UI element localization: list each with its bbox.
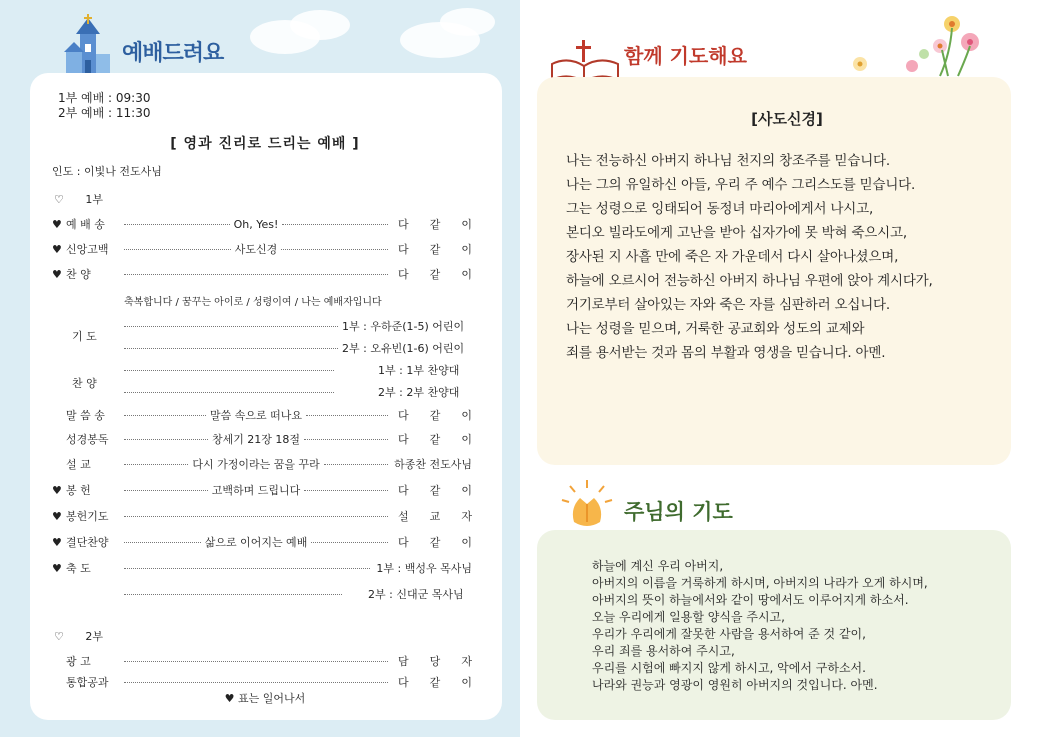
order-row: 말 씀 송 말씀 속으로 떠나요 다 같 이 bbox=[66, 409, 472, 422]
benediction-row: ♥ 축 도 1부 : 백성우 목사님 bbox=[52, 561, 472, 575]
benediction-2: 2부 : 신대군 목사님 bbox=[124, 586, 464, 602]
order-row: ♥ 결단찬양 삶으로 이어지는 예배 다 같 이 bbox=[52, 535, 472, 549]
church-icon bbox=[62, 14, 114, 74]
creed-line: 나는 전능하신 아버지 하나님 천지의 창조주를 믿습니다. bbox=[566, 153, 890, 169]
section-1-heading: ♡ 1부 bbox=[54, 193, 103, 206]
heart-outline-icon: ♡ bbox=[54, 630, 64, 643]
order-row: ♥ 봉헌기도 설 교 자 bbox=[52, 509, 472, 523]
order-row: 광 고 담 당 자 bbox=[66, 655, 472, 668]
hymn-list: 축복합니다 / 꿈꾸는 아이로 / 성령이여 / 나는 예배자입니다 bbox=[124, 297, 382, 308]
cloud-decoration bbox=[440, 8, 495, 36]
flower-decoration bbox=[840, 6, 1000, 78]
heart-filled-icon: ♥ bbox=[52, 561, 62, 575]
praying-hands-icon bbox=[558, 478, 616, 532]
heart-filled-icon: ♥ bbox=[52, 483, 62, 497]
prayer-line: 우리 죄를 용서하여 주시고, bbox=[592, 644, 735, 658]
prayer-line: 하늘에 계신 우리 아버지, bbox=[592, 559, 724, 573]
order-row: ♥ 찬 양 다 같 이 bbox=[52, 267, 472, 281]
creed-line: 죄를 용서받는 것과 몸의 부활과 영생을 믿습니다. 아멘. bbox=[566, 345, 886, 361]
creed-line: 나는 그의 유일하신 아들, 우리 주 예수 그리스도를 믿습니다. bbox=[566, 177, 916, 193]
worship-order-panel bbox=[0, 0, 520, 737]
creed-line: 장사된 지 사흘 만에 죽은 자 가운데서 다시 살아나셨으며, bbox=[566, 249, 899, 265]
prayer-line: 아버지의 이름을 거룩하게 하시며, 아버지의 나라가 오게 하시며, bbox=[592, 576, 928, 590]
creed-heading: [사도신경] bbox=[751, 110, 823, 128]
service-theme: [ 영과 진리로 드리는 예배 ] bbox=[170, 136, 360, 152]
heart-filled-icon: ♥ bbox=[52, 242, 62, 256]
heart-filled-icon: ♥ bbox=[52, 267, 62, 281]
prayer-together-title: 함께 기도해요 bbox=[624, 44, 747, 68]
heart-filled-icon: ♥ bbox=[52, 217, 62, 231]
prayer-label: 기 도 bbox=[72, 330, 97, 343]
worship-leader: 인도 : 이빛나 전도사님 bbox=[52, 165, 162, 178]
heart-filled-icon: ♥ bbox=[224, 692, 235, 705]
creed-line: 본디오 빌라도에게 고난을 받아 십자가에 못 박혀 죽으시고, bbox=[566, 225, 907, 241]
prayer-line: 우리가 우리에게 잘못한 사람을 용서하여 준 것 같이, bbox=[592, 627, 866, 641]
service-time-1: 1부 예배 : 09:30 bbox=[58, 91, 151, 105]
praise-2: 2부 : 2부 찬양대 bbox=[124, 384, 459, 400]
order-row: 설 교 다시 가정이라는 꿈을 꾸라 하종찬 전도사님 bbox=[66, 458, 473, 471]
order-row: 통합공과 다 같 이 bbox=[66, 676, 472, 689]
order-row: ♥ 봉 헌 고백하며 드립니다 다 같 이 bbox=[52, 483, 472, 497]
section-2-heading: ♡ 2부 bbox=[54, 630, 103, 643]
heart-filled-icon: ♥ bbox=[52, 509, 62, 523]
creed-line: 그는 성령으로 잉태되어 동정녀 마리아에게서 나시고, bbox=[566, 201, 874, 217]
prayer-2: 2부 : 오유빈(1-6) 어린이 bbox=[124, 340, 464, 356]
heart-filled-icon: ♥ bbox=[52, 535, 62, 549]
cloud-decoration bbox=[290, 10, 350, 40]
praise-label: 찬 양 bbox=[72, 377, 97, 390]
service-time-2: 2부 예배 : 11:30 bbox=[58, 106, 151, 120]
prayer-line: 오늘 우리에게 일용할 양식을 주시고, bbox=[592, 610, 785, 624]
heart-outline-icon: ♡ bbox=[54, 193, 64, 206]
prayer-line: 나라와 권능과 영광이 영원히 아버지의 것입니다. 아멘. bbox=[592, 678, 878, 692]
lords-prayer-title: 주님의 기도 bbox=[624, 500, 733, 524]
worship-title: 예배드려요 bbox=[122, 41, 224, 66]
praise-1: 1부 : 1부 찬양대 bbox=[124, 362, 459, 378]
creed-line: 나는 성령을 믿으며, 거룩한 공교회와 성도의 교제와 bbox=[566, 321, 865, 337]
order-row: ♥ 신앙고백 사도신경 다 같 이 bbox=[52, 242, 472, 256]
prayer-line: 아버지의 뜻이 하늘에서와 같이 땅에서도 이루어지게 하소서. bbox=[592, 593, 909, 607]
order-row: 성경봉독 창세기 21장 18절 다 같 이 bbox=[66, 433, 472, 446]
stand-note: ♥ 표는 일어나서 bbox=[224, 692, 306, 705]
creed-line: 거기로부터 살아있는 자와 죽은 자를 심판하러 오십니다. bbox=[566, 297, 890, 313]
prayer-line: 우리를 시험에 빠지지 않게 하시고, 악에서 구하소서. bbox=[592, 661, 866, 675]
creed-line: 하늘에 오르시어 전능하신 아버지 하나님 우편에 앉아 계시다가, bbox=[566, 273, 933, 289]
order-row: ♥ 예 배 송 Oh, Yes! 다 같 이 bbox=[52, 217, 472, 231]
prayer-1: 1부 : 우하준(1-5) 어린이 bbox=[124, 318, 464, 334]
